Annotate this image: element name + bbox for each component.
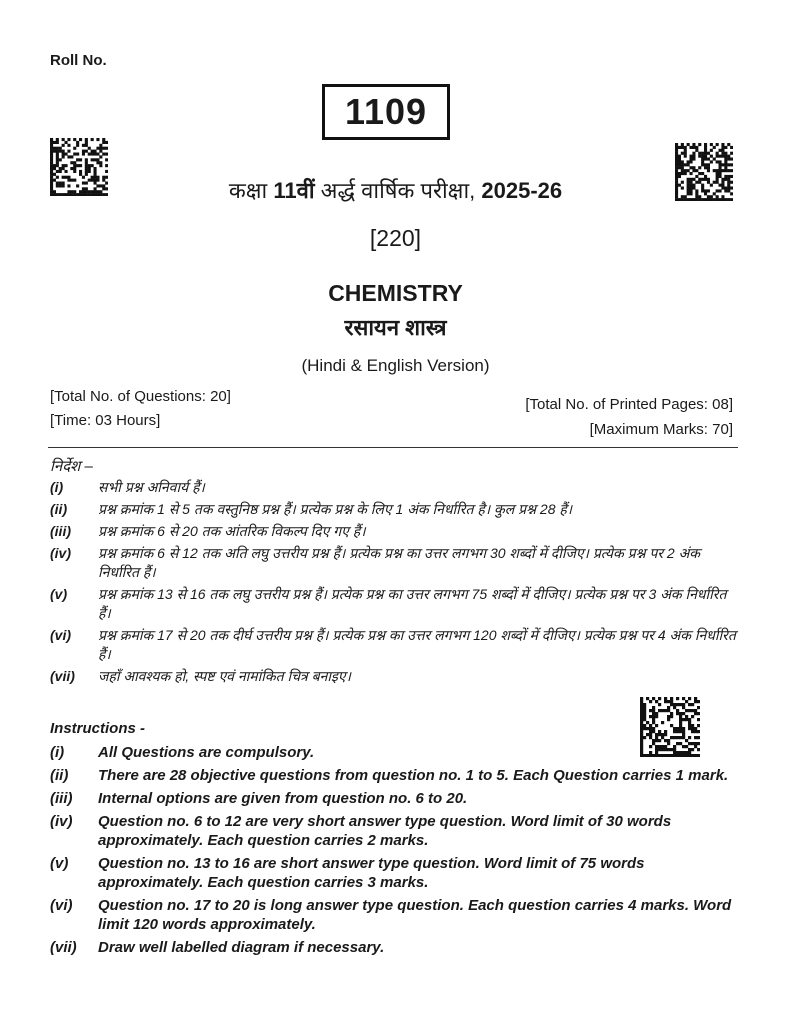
subject-code: [220] (369, 225, 422, 251)
item-text: Question no. 13 to 16 are short answer type question. Word limit of 75 words approximately. Each question carries 3 marks. (98, 855, 645, 891)
exam-title-year: 2025-26 (481, 178, 563, 203)
list-item (50, 478, 740, 497)
english-instructions-list (50, 743, 740, 961)
paper-code: 1109 (344, 91, 428, 132)
hindi-instructions-title: निर्देश – (50, 458, 93, 475)
list-item (50, 626, 740, 664)
item-text: सभी प्रश्न अनिवार्य हैं। (98, 479, 205, 495)
item-number: (vii) (50, 939, 77, 956)
item-number: (ii) (50, 767, 69, 784)
item-text: Question no. 6 to 12 are very short answer type question. Word limit of 30 words approximately. Each question carries 2 marks. (98, 813, 672, 849)
list-item (50, 743, 740, 762)
item-number: (iii) (50, 790, 73, 807)
item-text: Draw well labelled diagram if necessary. (98, 939, 385, 956)
version-note: (Hindi & English Version) (301, 356, 490, 375)
item-text: प्रश्न क्रमांक 6 से 20 तक आंतरिक विकल्प दिए गए हैं। (98, 523, 366, 539)
list-item (50, 667, 740, 686)
roll-number-label: Roll No. (50, 52, 107, 69)
item-text: There are 28 objective questions from question no. 1 to 5. Each Question carries 1 mark. (98, 767, 729, 784)
item-number: (i) (50, 479, 64, 495)
hindi-instructions-list (50, 478, 740, 689)
list-item (50, 938, 740, 957)
item-text: जहाँ आवश्यक हो, स्पष्ट एवं नामांकित चित्र बनाइए। (98, 668, 351, 684)
list-item (50, 896, 740, 934)
list-item (50, 544, 740, 582)
divider (48, 447, 738, 448)
exam-time: [Time: 03 Hours] (50, 412, 161, 429)
item-number: (iv) (50, 813, 73, 830)
list-item (50, 789, 740, 808)
subject-name-english: CHEMISTRY (328, 280, 463, 306)
item-number: (vi) (50, 627, 71, 643)
item-number: (vi) (50, 897, 73, 914)
item-number: (ii) (50, 501, 68, 517)
exam-title-mid: अर्द्ध वार्षिक परीक्षा, (314, 178, 482, 203)
subject-name-hindi: रसायन शास्त्र (344, 315, 447, 340)
item-text: प्रश्न क्रमांक 13 से 16 तक लघु उत्तरीय प्रश्न हैं। प्रत्येक प्रश्न का उत्तर लगभग 75 शब्दों में दीजिए। प्रत्येक प्रश्न पर 3 अंक निर्धारित हैं। (98, 586, 727, 621)
item-number: (v) (50, 855, 69, 872)
total-questions: [Total No. of Questions: 20] (50, 388, 231, 405)
maximum-marks: [Maximum Marks: 70] (589, 421, 733, 438)
exam-title-prefix: कक्षा (228, 178, 274, 203)
item-number: (v) (50, 586, 68, 602)
item-number: (vii) (50, 668, 75, 684)
printed-pages: [Total No. of Printed Pages: 08] (525, 396, 733, 413)
list-item (50, 766, 740, 785)
list-item (50, 854, 740, 892)
paper-code-box (322, 84, 450, 140)
item-number: (i) (50, 744, 65, 761)
item-text: प्रश्न क्रमांक 6 से 12 तक अति लघु उत्तरीय प्रश्न हैं। प्रत्येक प्रश्न का उत्तर लगभग 30 शब्दों में दीजिए। प्रत्येक प्रश्न पर 2 अंक निर्धारित हैं। (98, 545, 701, 580)
list-item (50, 522, 740, 541)
item-number: (iv) (50, 545, 71, 561)
list-item (50, 812, 740, 850)
list-item (50, 500, 740, 519)
item-text: All Questions are compulsory. (98, 744, 315, 761)
item-number: (iii) (50, 523, 71, 539)
item-text: Question no. 17 to 20 is long answer type question. Each question carries 4 marks. Word limit 120 words approximately. (98, 897, 732, 933)
list-item (50, 585, 740, 623)
english-instructions-title: Instructions - (50, 720, 146, 737)
item-text: प्रश्न क्रमांक 17 से 20 तक दीर्घ उत्तरीय प्रश्न हैं। प्रत्येक प्रश्न का उत्तर लगभग 120 शब्दों में दीजिए। प्रत्येक प्रश्न पर 4 अंक निर्धारित हैं। (98, 627, 736, 662)
item-text: प्रश्न क्रमांक 1 से 5 तक वस्तुनिष्ठ प्रश्न हैं। प्रत्येक प्रश्न के लिए 1 अंक निर्धारित है। कुल प्रश्न 28 हैं। (98, 501, 573, 517)
exam-title (0, 175, 791, 205)
item-text: Internal options are given from question no. 6 to 20. (98, 790, 468, 807)
exam-title-class: 11वीं (273, 178, 315, 203)
